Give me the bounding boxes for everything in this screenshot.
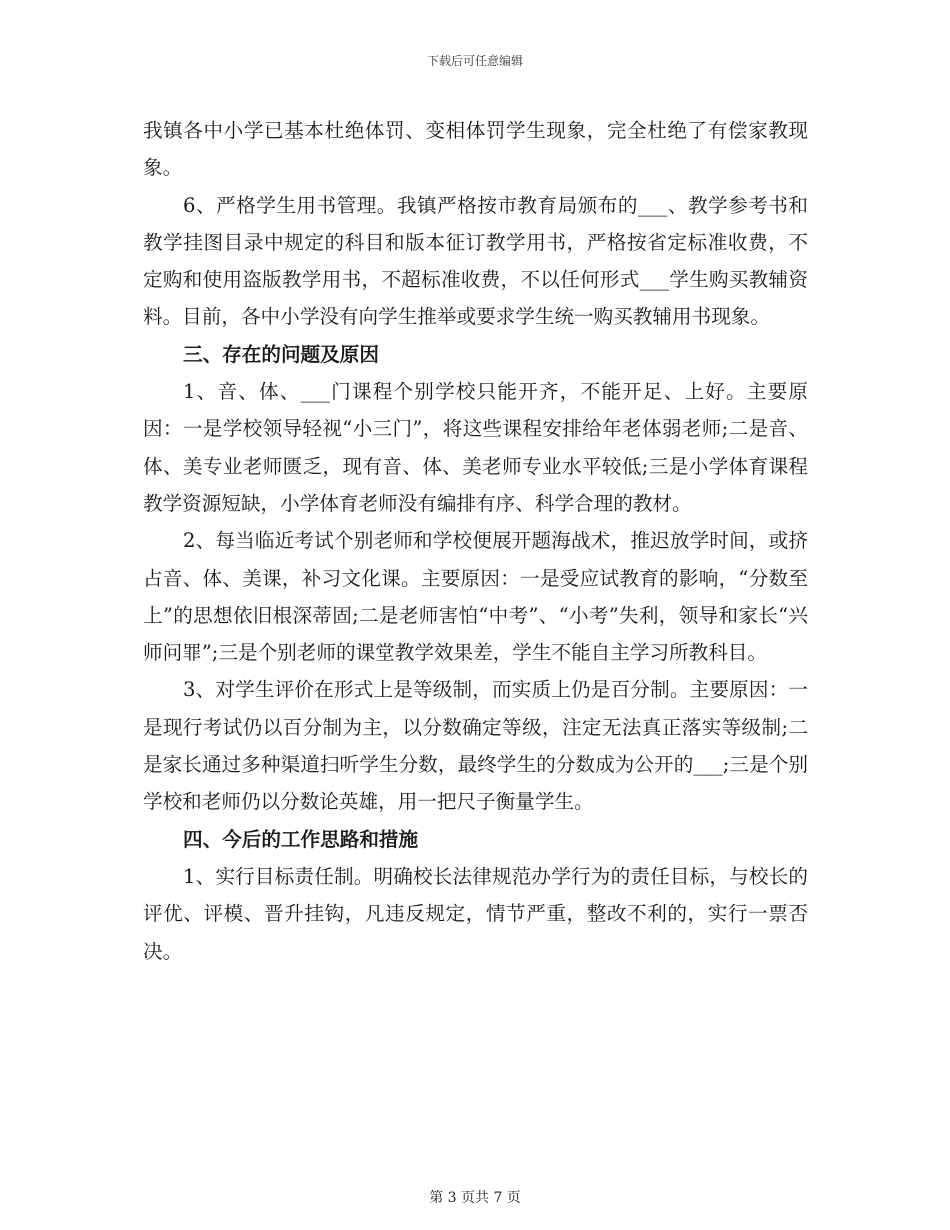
page-header: 下载后可任意编辑 bbox=[426, 54, 523, 68]
section-heading-3: 三、存在的问题及原因 bbox=[183, 342, 379, 366]
section-heading-4: 四、今后的工作思路和措施 bbox=[183, 827, 419, 851]
paragraph-problem-1: 1、音、体、___门课程个别学校只能开齐，不能开足、上好。主要原因：一是学校领导轻视“小三门”，将这些课程安排给年老体弱老师;二是音、体、美专业老师匮乏，现有音、体、美老师专业水平较低;三是小学体育课程教学资源短缺，小学体育老师没有编排有序、科学合理的教材。 bbox=[143, 380, 808, 515]
page-footer: 第 3 页共 7 页 bbox=[429, 1190, 521, 1206]
document-body bbox=[143, 112, 808, 970]
paragraph-measure-1: 1、实行目标责任制。明确校长法律规范办学行为的责任目标，与校长的评优、评模、晋升挂钩，凡违反规定，情节严重，整改不利的，实行一票否决。 bbox=[143, 864, 808, 963]
paragraph-problem-2: 2、每当临近考试个别老师和学校便展开题海战术，推迟放学时间，或挤占音、体、美课，补习文化课。主要原因：一是受应试教育的影响，“分数至上”的思想依旧根深蒂固;二是老师害怕“中考”、“小考”失利，领导和家长“兴师问罪”;三是个别老师的课堂教学效果差，学生不能自主学习所教科目。 bbox=[143, 529, 808, 665]
paragraph-continuation: 我镇各中小学已基本杜绝体罚、变相体罚学生现象，完全杜绝了有偿家教现象。 bbox=[143, 119, 808, 180]
paragraph-item-6: 6、严格学生用书管理。我镇严格按市教育局颁布的___、教学参考书和教学挂图目录中规定的科目和版本征订教学用书，严格按省定标准收费，不定购和使用盗版教学用书，不超标准收费，不以任何形式___学生购买教辅资料。目前，各中小学没有向学生推举或要求学生统一购买教辅用书现象。 bbox=[143, 193, 808, 329]
paragraph-problem-3: 3、对学生评价在形式上是等级制，而实质上仍是百分制。主要原因：一是现行考试仍以百分制为主，以分数确定等级，注定无法真正落实等级制;二是家长通过多种渠道扫听学生分数，最终学生的分数成为公开的___;三是个别学校和老师仍以分数论英雄，用一把尺子衡量学生。 bbox=[143, 678, 808, 814]
